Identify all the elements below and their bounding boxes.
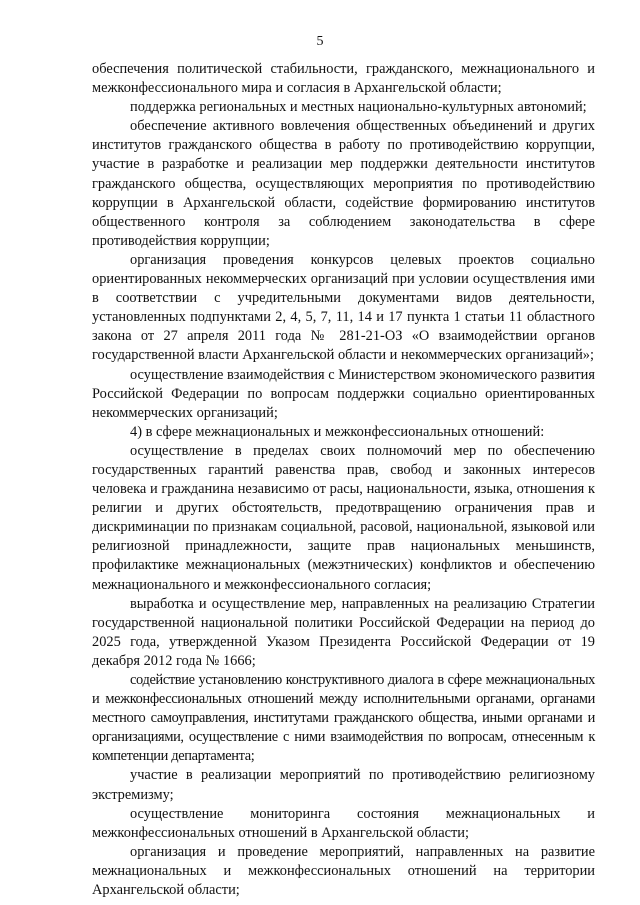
paragraph-equality-guarantees: осуществление в пределах своих полномочий мер по обеспечению государственных гарантий равенства прав, свобод и законных интересов человека и гражданина независимо от расы, национальности, языка, отношения к религии и других обстоятельств, предотвращению ограничения прав и дискриминации по признакам социальной, расовой, национальной, языковой или религиозной принадлежности, защите прав национальных меньшинств, профилактике межнациональных (межэтнических) конфликтов и обеспечению межнационального и межконфессионального согласия;: [92, 442, 595, 593]
paragraph-national-cultural-autonomies: поддержка региональных и местных национально-культурных автономий;: [130, 99, 587, 116]
paragraph-religious-extremism: участие в реализации мероприятий по противодействию религиозному экстремизму;: [92, 767, 595, 803]
page-number: 5: [316, 34, 324, 49]
document-body: [92, 60, 595, 900]
paragraph-events-organization: организация и проведение мероприятий, направленных на развитие межнациональных и межконфессиональных отношений на территории Архангельской области;: [92, 843, 595, 899]
paragraph-stability: обеспечения политической стабильности, гражданского, межнационального и межконфессионального мира и согласия в Архангельской области;: [92, 61, 595, 97]
paragraph-anti-corruption-civil-society: обеспечение активного вовлечения общественных объединений и других институтов гражданского общества в работу по противодействию коррупции, участие в разработке и реализации мер поддержки деятельности институтов гражданского общества, осуществляющих мероприятия по противодействию коррупции в Архангельской области, содействие формированию институтов общественного контроля за соблюдением законодательства в сфере противодействия коррупции;: [92, 118, 595, 249]
paragraph-constructive-dialogue: содействие установлению конструктивного диалога в сфере межнациональных и межконфессиональных отношений между исполнительными органами, органами местного самоуправления, институтами гражданского общества, иными органами и организациями, осуществление с ними взаимодействия по вопросам, отнесенным к компетенции департамента;: [92, 672, 595, 765]
paragraph-ministry-cooperation: осуществление взаимодействия с Министерством экономического развития Российской Федерации по вопросам поддержки социально ориентированных некоммерческих организаций;: [92, 366, 596, 421]
paragraph-national-policy-strategy: выработка и осуществление мер, направленных на реализацию Стратегии государственной национальной политики Российской Федерации на период до 2025 года, утвержденной Указом Президента Российской Федерации от 19 декабря 2012 года № 1666;: [92, 595, 595, 669]
paragraph-section-4-heading: 4) в сфере межнациональных и межконфессиональных отношений:: [130, 423, 545, 440]
paragraph-monitoring: осуществление мониторинга состояния межнациональных и межконфессиональных отношений в Архангельской области;: [92, 805, 595, 841]
paragraph-nco-grant-competitions: организация проведения конкурсов целевых проектов социально ориентированных некоммерческих организаций при условии осуществления ими в соответствии с учредительными документами видов деятельности, установленных подпунктами 2, 4, 5, 7, 11, 14 и 17 пункта 1 статьи 11 областного закона от 27 апреля 2011 года № 281-21-ОЗ «О взаимодействии органов государственной власти Архангельской области и некоммерческих организаций»;: [92, 251, 595, 364]
